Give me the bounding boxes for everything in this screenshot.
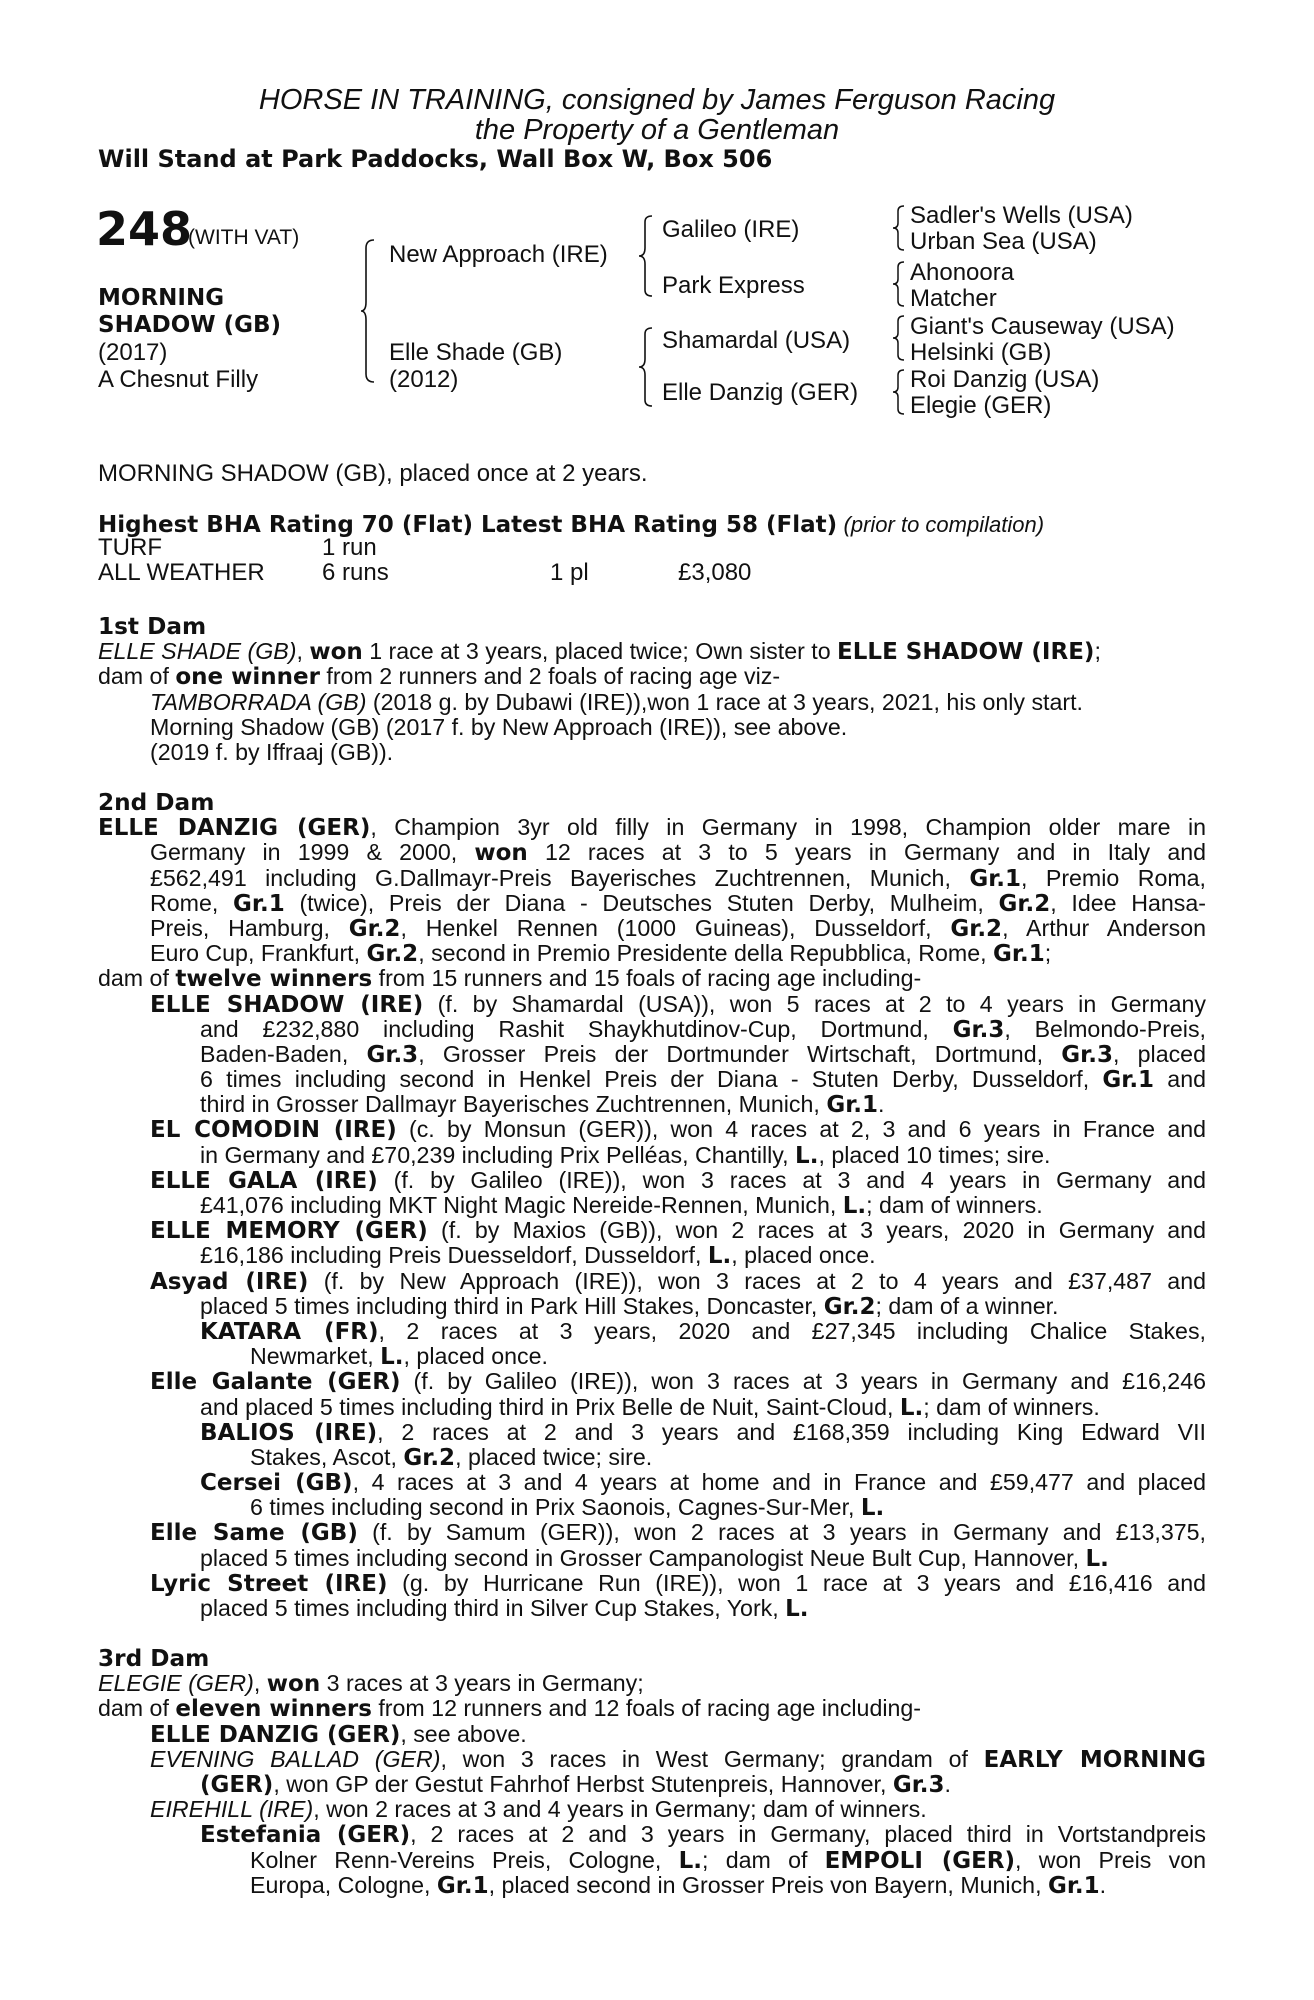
text-run: (twice), Preis der Diana - Deutsches Stuten Derby, Mulheim,: [284, 890, 999, 916]
text-run: (f. by Galileo (IRE)), won 3 races at 3 years in Germany and £16,246: [400, 1369, 1206, 1395]
dam2-text-line: [200, 1243, 1206, 1268]
dam-sire: Shamardal (USA): [662, 327, 851, 354]
text-run: Europa, Cologne,: [250, 1871, 437, 1898]
bold-text: BALIOS (IRE): [200, 1419, 378, 1445]
text-run: Germany in 1999 & 2000,: [150, 840, 475, 866]
text-run: , see above.: [400, 1720, 527, 1747]
third-dam-section: [98, 1646, 1206, 1898]
turf-runs: 1 run: [322, 534, 377, 561]
text-run: (c. by Monsun (GER)), won 4 races at 2, 3 and 6 years in France and: [396, 1117, 1206, 1143]
bold-text: Gr.1: [969, 865, 1021, 891]
bold-text: eleven winners: [175, 1696, 372, 1723]
first-dam-body: [98, 639, 1206, 765]
bold-text: L.: [707, 1243, 732, 1270]
text-run: , placed 10 times; sire.: [818, 1141, 1051, 1168]
bold-text: Elle Same (GB): [150, 1520, 358, 1546]
text-run: , placed: [1112, 1041, 1206, 1067]
text-run: (2019 f. by Iffraaj (GB)).: [150, 738, 394, 765]
text-run: and £232,880 including Rashit Shaykhutdinov-Cup, Dortmund,: [200, 1016, 953, 1042]
bold-text: Estefania (GER): [200, 1822, 411, 1848]
pedigree-brace-1: [360, 238, 376, 384]
text-run: , Belmondo-Preis,: [1004, 1016, 1206, 1042]
text-run: , second in Premio Presidente della Repubblica, Rome,: [418, 940, 994, 967]
text-run: , won 3 races in West Germany; grandam of: [440, 1746, 984, 1772]
text-run: third in Grosser Dallmayr Bayerisches Zuchtrennen, Munich,: [200, 1091, 827, 1118]
dam2-text-line: [150, 941, 1206, 966]
dam2-text-line: [200, 1193, 1206, 1218]
bold-text: ELLE DANZIG (GER): [150, 1721, 401, 1748]
text-run: (f. by Shamardal (USA)), won 5 races at 2 to 4 years in Germany: [423, 991, 1206, 1017]
text-run: from 12 runners and 12 foals of racing age including-: [371, 1695, 922, 1722]
dam1-text-line: [150, 740, 1206, 765]
text-run: , 2 races at 2 and 3 years in Germany, placed third in Vortstandpreis: [410, 1822, 1206, 1848]
ancestor-2: Urban Sea (USA): [910, 228, 1097, 255]
bold-text: Gr.2: [348, 915, 401, 942]
text-run: Stakes, Ascot,: [250, 1443, 404, 1470]
text-run: , Premio Roma,: [1021, 865, 1206, 891]
dam-dam: Elle Danzig (GER): [662, 379, 859, 406]
horse-name-line2: SHADOW (GB): [98, 312, 282, 338]
horse-name-line1: MORNING: [98, 285, 225, 311]
dam2-text-line: [150, 1520, 1206, 1545]
pedigree-brace-3a: [892, 204, 906, 252]
ancestor-8: Elegie (GER): [910, 392, 1052, 419]
text-run: dam of: [98, 965, 176, 992]
bold-text: Gr.2: [366, 941, 419, 968]
dam3-text-line: [150, 1797, 1206, 1822]
bold-text: Elle Galante (GER): [150, 1369, 401, 1395]
text-run: dam of: [98, 1695, 176, 1722]
text-run: .: [1099, 1871, 1107, 1898]
text-run: placed 5 times including second in Grosser Campanologist Neue Bult Cup, Hannover,: [200, 1544, 1086, 1571]
bold-text: L.: [860, 1495, 885, 1522]
italic-name: ELEGIE (GER): [98, 1670, 254, 1697]
dam2-text-line: [150, 1117, 1206, 1142]
dam3-text-line: [250, 1848, 1206, 1873]
ancestor-7: Roi Danzig (USA): [910, 366, 1100, 393]
text-run: , Champion 3yr old filly in Germany in 1998, Champion older mare in: [370, 815, 1206, 841]
dam3-text-line: [200, 1822, 1206, 1847]
text-run: 6 times including second in Henkel Preis der Diana - Stuten Derby, Dusseldorf,: [200, 1067, 1103, 1093]
turf-label: TURF: [98, 534, 162, 561]
italic-name: EVENING BALLAD (GER): [150, 1746, 441, 1772]
text-run: 12 races at 3 to 5 years in Germany and in Italy and: [527, 840, 1206, 866]
text-run: ; dam of winners.: [923, 1393, 1100, 1420]
text-run: , won Preis von: [1015, 1847, 1206, 1873]
stand-location: Will Stand at Park Paddocks, Wall Box W, Box 506: [98, 145, 773, 173]
bold-text: ELLE GALA (IRE): [150, 1167, 378, 1193]
dam2-text-line: [200, 1319, 1206, 1344]
third-dam-body: [98, 1671, 1206, 1898]
text-run: ; dam of winners.: [866, 1192, 1043, 1218]
bold-text: EL COMODIN (IRE): [150, 1117, 397, 1143]
bold-text: Gr.1: [1047, 1872, 1100, 1899]
dam1-text-line: [150, 690, 1206, 715]
text-run: (f. by Maxios (GB)), won 2 races at 3 years, 2020 in Germany and: [427, 1218, 1206, 1244]
dam3-text-line: [98, 1696, 1206, 1721]
text-run: 6 times including second in Prix Saonois, Cagnes-Sur-Mer,: [250, 1494, 861, 1521]
ancestor-3: Ahonoora: [910, 259, 1015, 286]
text-run: (2018 g. by Dubawi (IRE)),won 1 race at 3 years, 2021, his only start.: [366, 688, 1083, 715]
dam2-text-line: [250, 1445, 1206, 1470]
text-run: , 4 races at 3 and 4 years at home and in France and £59,477 and placed: [352, 1470, 1206, 1496]
dam1-text-line: [98, 664, 1206, 689]
text-run: Euro Cup, Frankfurt,: [150, 940, 367, 967]
text-run: and placed 5 times including third in Prix Belle de Nuit, Saint-Cloud,: [200, 1393, 900, 1420]
dam2-text-line: [150, 1571, 1206, 1596]
third-dam-heading: 3rd Dam: [98, 1645, 210, 1672]
dam2-text-line: [200, 1470, 1206, 1495]
text-run: Rome,: [150, 890, 234, 916]
bold-text: Gr.1: [826, 1092, 878, 1119]
first-dam-heading: 1st Dam: [98, 613, 207, 640]
text-run: Preis, Hamburg,: [150, 915, 349, 941]
text-run: ;: [1044, 940, 1052, 967]
lot-number: 248: [96, 202, 193, 256]
property-line: the Property of a Gentleman: [474, 114, 840, 146]
text-run: Morning Shadow (GB) (2017 f. by New Approach (IRE)), see above.: [150, 713, 848, 740]
bold-text: KATARA (FR): [200, 1318, 379, 1345]
pedigree-brace-3d: [892, 368, 906, 416]
italic-name: TAMBORRADA (GB): [150, 688, 367, 715]
text-run: .: [878, 1091, 885, 1118]
bold-text: Gr.2: [823, 1293, 876, 1320]
aw-runs: 6 runs: [322, 559, 389, 586]
sire-sire: Galileo (IRE): [662, 216, 800, 243]
bold-text: one winner: [175, 664, 320, 691]
dam2-text-line: [150, 916, 1206, 941]
pedigree-brace-3b: [892, 260, 906, 308]
pedigree-brace-2a: [638, 214, 654, 298]
dam2-text-line: [250, 1495, 1206, 1520]
text-run: 3 races at 3 years in Germany;: [320, 1670, 644, 1697]
dam3-text-line: [250, 1873, 1206, 1898]
dam2-text-line: [200, 1546, 1206, 1571]
bold-text: twelve winners: [175, 966, 373, 993]
bold-text: Gr.2: [950, 915, 1003, 942]
bold-text: Gr.3: [892, 1771, 945, 1798]
bold-text: Gr.3: [366, 1041, 419, 1068]
text-run: , Arthur Anderson: [1002, 915, 1206, 941]
text-run: , won 2 races at 3 and 4 years in Germany; dam of winners.: [313, 1796, 927, 1823]
ancestor-5: Giant's Causeway (USA): [910, 313, 1175, 340]
text-run: , Grosser Preis der Dortmunder Wirtschaft, Dortmund,: [418, 1041, 1062, 1067]
text-run: , placed twice; sire.: [455, 1443, 653, 1470]
ancestor-1: Sadler's Wells (USA): [910, 202, 1133, 229]
sire-dam: Park Express: [662, 272, 805, 299]
dam3-text-line: [150, 1747, 1206, 1772]
dam2-text-line: [150, 866, 1206, 891]
dam2-text-line: [200, 1420, 1206, 1445]
text-run: £41,076 including MKT Night Magic Nereide-Rennen, Munich,: [200, 1192, 843, 1218]
dam2-text-line: [150, 992, 1206, 1017]
bold-text: ELLE MEMORY (GER): [150, 1218, 428, 1244]
dam2-text-line: [200, 1017, 1206, 1042]
bold-text: won: [309, 639, 363, 666]
second-dam-heading: 2nd Dam: [98, 789, 215, 816]
italic-name: ELLE SHADE (GB): [98, 638, 297, 665]
pedigree-brace-3c: [892, 314, 906, 362]
text-run: ;: [1094, 638, 1101, 665]
bold-text: Gr.1: [993, 941, 1045, 968]
text-run: , Idee Hansa-: [1050, 890, 1206, 916]
dam1-text-line: [150, 715, 1206, 740]
sire: New Approach (IRE): [389, 241, 608, 268]
bold-text: (GER): [200, 1771, 274, 1798]
dam2-text-line: [98, 815, 1206, 840]
bold-text: Asyad (IRE): [150, 1268, 309, 1294]
text-run: 1 race at 3 years, placed twice; Own sister to: [362, 638, 838, 665]
bha-rating-note: (prior to compilation): [843, 512, 1045, 537]
dam: Elle Shade (GB): [389, 339, 563, 366]
bold-text: won: [266, 1671, 321, 1698]
bha-rating-values: Highest BHA Rating 70 (Flat) Latest BHA Rating 58 (Flat): [98, 512, 838, 538]
dam2-text-line: [250, 1344, 1206, 1369]
dam2-text-line: [150, 840, 1206, 865]
bold-text: ELLE DANZIG (GER): [98, 815, 371, 841]
text-run: Newmarket,: [250, 1343, 381, 1370]
text-run: , placed once.: [731, 1242, 876, 1269]
bold-text: L.: [678, 1847, 703, 1873]
text-run: ; dam of: [702, 1847, 825, 1873]
bold-text: Gr.2: [403, 1444, 456, 1471]
second-dam-section: [98, 790, 1206, 1621]
dam-year: (2012): [389, 366, 459, 393]
dam2-text-line: [200, 1395, 1206, 1420]
foaling-year: (2017): [98, 339, 168, 366]
consignor-line: HORSE IN TRAINING, consigned by James Ferguson Racing: [258, 84, 1056, 116]
text-run: placed 5 times including third in Silver Cup Stakes, York,: [200, 1595, 786, 1621]
dam2-text-line: [200, 1143, 1206, 1168]
text-run: in Germany and £70,239 including Prix Pelléas, Chantilly,: [200, 1141, 796, 1168]
text-run: from 15 runners and 15 foals of racing age including-: [372, 965, 922, 992]
bold-text: L.: [380, 1344, 404, 1371]
dam2-text-line: [150, 1369, 1206, 1394]
text-run: , placed second in Grosser Preis von Bayern, Munich,: [488, 1871, 1048, 1898]
bold-text: L.: [1085, 1545, 1109, 1572]
text-run: .: [944, 1770, 951, 1797]
first-dam-section: [98, 614, 1206, 765]
ancestor-6: Helsinki (GB): [910, 339, 1052, 366]
vat-note: (WITH VAT): [188, 226, 300, 249]
bold-text: ELLE SHADOW (IRE): [837, 639, 1095, 666]
pedigree-brace-2b: [638, 326, 654, 408]
bold-text: Gr.2: [998, 890, 1051, 916]
bold-text: won: [474, 840, 528, 866]
bold-text: L.: [785, 1596, 809, 1622]
dam2-text-line: [150, 1168, 1206, 1193]
dam3-text-line: [200, 1772, 1206, 1797]
bold-text: Lyric Street (IRE): [150, 1570, 388, 1596]
dam2-text-line: [200, 1596, 1206, 1621]
dam2-text-line: [150, 1269, 1206, 1294]
dam3-text-line: [98, 1671, 1206, 1696]
bold-text: L.: [842, 1193, 867, 1219]
aw-earnings: £3,080: [678, 559, 752, 586]
race-summary: MORNING SHADOW (GB), placed once at 2 years.: [98, 460, 648, 487]
text-run: , 2 races at 2 and 3 years and £168,359 including King Edward VII: [377, 1419, 1206, 1445]
bold-text: EARLY MORNING: [983, 1746, 1206, 1772]
dam2-text-line: [150, 1218, 1206, 1243]
text-run: ; dam of a winner.: [875, 1292, 1059, 1319]
dam2-text-line: [150, 891, 1206, 916]
text-run: placed 5 times including third in Park Hill Stakes, Doncaster,: [200, 1292, 824, 1319]
bold-text: Gr.3: [952, 1016, 1005, 1042]
aw-placed: 1 pl: [550, 559, 589, 586]
dam2-text-line: [200, 1067, 1206, 1092]
text-run: dam of: [98, 663, 176, 690]
bold-text: L.: [795, 1142, 819, 1169]
aw-label: ALL WEATHER: [98, 559, 265, 586]
text-run: (f. by Galileo (IRE)), won 3 races at 3 and 4 years in Germany and: [377, 1167, 1206, 1193]
bold-text: Gr.1: [436, 1872, 489, 1899]
text-run: , Henkel Rennen (1000 Guineas), Dusseldorf,: [400, 915, 951, 941]
dam2-text-line: [98, 966, 1206, 991]
text-run: Baden-Baden,: [200, 1041, 367, 1067]
text-run: ,: [253, 1670, 267, 1697]
dam2-text-line: [200, 1092, 1206, 1117]
bold-text: Gr.1: [233, 890, 285, 916]
bold-text: Gr.3: [1061, 1041, 1113, 1068]
text-run: ,: [296, 638, 310, 665]
text-run: and: [1154, 1067, 1206, 1093]
text-run: £16,186 including Preis Duesseldorf, Dusseldorf,: [200, 1242, 708, 1269]
text-run: , won GP der Gestut Fahrhof Herbst Stutenpreis, Hannover,: [273, 1770, 893, 1797]
bha-rating: [98, 511, 1044, 538]
text-run: , 2 races at 3 years, 2020 and £27,345 including Chalice Stakes,: [378, 1318, 1206, 1344]
bold-text: EMPOLI (GER): [824, 1847, 1016, 1873]
bold-text: ELLE SHADOW (IRE): [150, 991, 424, 1017]
bold-text: Cersei (GB): [200, 1470, 353, 1496]
text-run: (f. by New Approach (IRE)), won 3 races at 2 to 4 years and £37,487 and: [308, 1268, 1206, 1294]
dam2-text-line: [200, 1294, 1206, 1319]
bold-text: L.: [899, 1394, 924, 1421]
dam1-text-line: [98, 639, 1206, 664]
bold-text: Gr.1: [1102, 1067, 1155, 1093]
text-run: (f. by Samum (GER)), won 2 races at 3 years in Germany and £13,375,: [357, 1520, 1206, 1546]
second-dam-body: [98, 815, 1206, 1621]
dam2-text-line: [200, 1042, 1206, 1067]
ancestor-4: Matcher: [910, 285, 997, 312]
horse-description: A Chesnut Filly: [98, 366, 259, 393]
text-run: Kolner Renn-Vereins Preis, Cologne,: [250, 1847, 679, 1873]
dam3-text-line: [150, 1722, 1206, 1747]
italic-name: EIREHILL (IRE): [150, 1796, 314, 1823]
text-run: £562,491 including G.Dallmayr-Preis Bayerisches Zuchtrennen, Munich,: [150, 865, 970, 891]
text-run: (g. by Hurricane Run (IRE)), won 1 race at 3 years and £16,416 and: [387, 1570, 1206, 1596]
text-run: , placed once.: [403, 1343, 548, 1370]
text-run: from 2 runners and 2 foals of racing age viz-: [319, 663, 781, 690]
